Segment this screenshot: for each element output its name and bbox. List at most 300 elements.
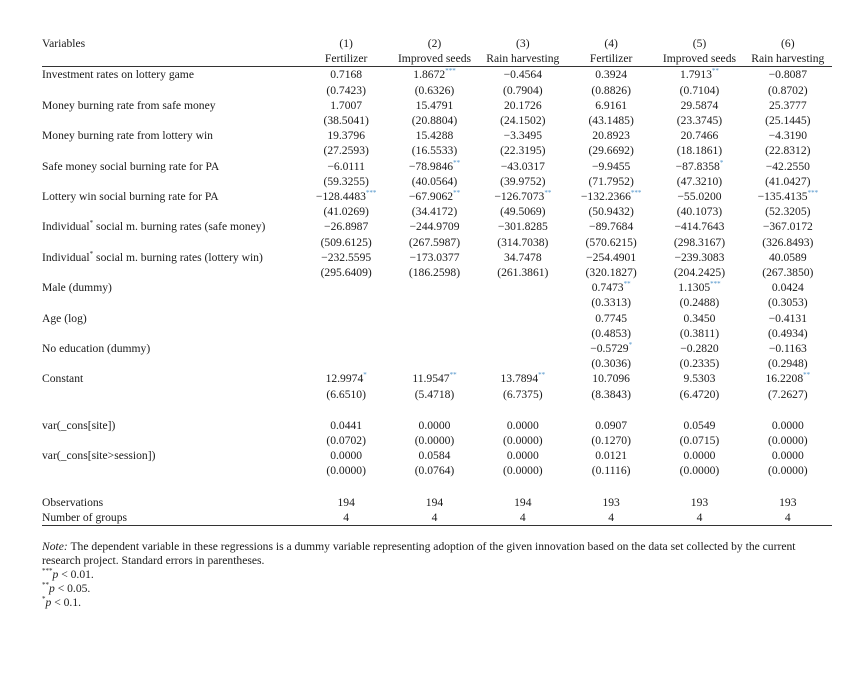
se-cell: (6.4720) — [679, 387, 720, 401]
separator-cell — [302, 479, 390, 495]
se-cell: (0.3313) — [591, 296, 631, 310]
coef-cell — [567, 371, 655, 386]
coef-row — [42, 418, 832, 433]
se-cell: (0.7904) — [503, 83, 543, 97]
se-row — [42, 83, 832, 98]
coef-value: −0.2820 — [680, 342, 719, 356]
coef-cell — [302, 189, 390, 204]
se-cell: (6.6510) — [326, 387, 366, 401]
coef-cell — [302, 418, 390, 433]
row-label-text: Investment rates on lottery game — [42, 68, 194, 82]
row-label-text: Money burning rate from lottery win — [42, 129, 213, 143]
significance-stars: * — [363, 371, 367, 380]
footnote-pvalue — [42, 596, 834, 610]
summary-row — [42, 510, 832, 526]
coef-cell — [567, 448, 655, 463]
se-row — [42, 174, 832, 189]
coef-value: 0.7473 — [591, 281, 624, 295]
row-label — [42, 280, 302, 295]
significance-stars: *** — [365, 189, 377, 198]
significance-stars: ** — [453, 158, 461, 167]
coef-cell — [479, 311, 567, 326]
coef-cell — [390, 128, 478, 143]
separator-cell — [390, 402, 478, 418]
separator-cell — [567, 479, 655, 495]
coef-row — [42, 98, 832, 113]
se-cell: (0.1116) — [591, 464, 631, 478]
row-label-blank — [42, 113, 302, 128]
coef-value: −26.8987 — [324, 220, 369, 234]
coef-cell — [390, 280, 478, 295]
note-prefix: Note: — [42, 540, 68, 553]
coef-cell — [302, 280, 390, 295]
coef-cell — [744, 250, 832, 265]
coef-cell — [655, 159, 743, 174]
se-row — [42, 356, 832, 371]
row-label-blank — [42, 295, 302, 310]
coef-value: −232.5595 — [321, 250, 372, 264]
separator-cell — [479, 402, 567, 418]
coef-value: −9.9455 — [591, 159, 631, 173]
coef-cell — [744, 371, 832, 386]
se-cell: (23.3745) — [676, 114, 723, 128]
coef-cell — [655, 371, 743, 386]
coef-cell — [302, 371, 390, 386]
coef-row — [42, 341, 832, 356]
significance-stars: *** — [807, 189, 819, 198]
separator-cell — [744, 479, 832, 495]
coef-value: 6.9161 — [595, 98, 628, 112]
coef-cell — [390, 67, 478, 83]
coef-value: 20.7466 — [680, 129, 719, 143]
se-cell: (0.0000) — [414, 434, 455, 448]
coef-cell — [302, 219, 390, 234]
coef-cell — [744, 280, 832, 295]
row-label — [42, 189, 302, 204]
separator-cell — [479, 479, 567, 495]
significance-stars: ** — [544, 189, 552, 198]
significance-stars: ** — [538, 371, 546, 380]
note-paragraph — [42, 540, 834, 568]
coef-row — [42, 159, 832, 174]
coef-value: 0.0000 — [330, 449, 363, 463]
header-numbers-row — [42, 36, 832, 51]
se-cell: (0.6326) — [414, 83, 455, 97]
col-number: (2) — [427, 37, 442, 50]
coef-cell — [567, 67, 655, 83]
footnote-text: < 0.01. — [58, 568, 94, 581]
se-cell: (314.7038) — [497, 235, 549, 249]
se-cell: (326.8493) — [762, 235, 814, 249]
se-cell: (320.1827) — [585, 266, 637, 280]
summary-cell: 194 — [514, 495, 532, 509]
se-cell: (59.3255) — [323, 174, 369, 188]
coef-cell — [302, 341, 390, 356]
row-label-blank — [42, 463, 302, 478]
coef-value: 0.0000 — [683, 449, 716, 463]
row-label — [42, 128, 302, 143]
coef-value: 0.0584 — [418, 449, 451, 463]
se-cell: (0.0715) — [679, 434, 720, 448]
footnote-p: p — [52, 568, 59, 581]
coef-cell — [479, 371, 567, 386]
row-label-blank — [42, 174, 302, 189]
summary-cell: 194 — [337, 495, 355, 509]
se-row — [42, 265, 832, 280]
coef-cell — [655, 128, 743, 143]
se-row — [42, 113, 832, 128]
coef-value: 0.0000 — [506, 418, 539, 432]
coef-value: 0.0907 — [595, 418, 628, 432]
coef-value: 12.9974 — [325, 372, 364, 386]
coef-value: −132.2366 — [580, 190, 631, 204]
row-label — [42, 67, 302, 83]
coef-cell — [479, 128, 567, 143]
footnote-text: < 0.1. — [51, 596, 82, 609]
coef-value: −128.4483 — [315, 190, 366, 204]
significance-stars: ** — [711, 67, 719, 76]
se-row — [42, 326, 832, 341]
variables-header: Variables — [42, 37, 86, 50]
coef-value: 0.0121 — [595, 449, 628, 463]
coef-value: 1.1305 — [678, 281, 711, 295]
row-label-text: Age (log) — [42, 311, 87, 325]
coef-value: −87.8358 — [675, 159, 720, 173]
row-label — [42, 341, 302, 356]
se-row — [42, 433, 832, 448]
row-label-rest: social m. burning rates (lottery win) — [93, 250, 263, 264]
footnote-mark: ** — [42, 581, 49, 590]
se-cell: (71.7952) — [588, 174, 634, 188]
se-cell — [479, 326, 567, 341]
se-cell: (0.7104) — [679, 83, 720, 97]
coef-cell — [655, 189, 743, 204]
se-cell: (267.5987) — [408, 235, 461, 249]
coef-value: 10.7096 — [592, 372, 630, 386]
coef-cell — [655, 280, 743, 295]
coef-cell — [390, 448, 478, 463]
significance-stars: * — [719, 158, 724, 167]
coef-cell — [744, 341, 832, 356]
se-cell: (0.8702) — [768, 83, 808, 97]
se-cell: (0.2948) — [768, 357, 808, 371]
coef-value: 9.5303 — [683, 372, 716, 386]
coef-cell — [567, 219, 655, 234]
footnote-pvalue — [42, 568, 834, 582]
coef-value: 16.2208 — [765, 372, 804, 386]
summary-cell: 4 — [390, 510, 478, 526]
coef-cell — [567, 98, 655, 113]
table-note — [42, 540, 834, 610]
se-cell: (0.0000) — [768, 434, 808, 448]
footnote-mark: * — [42, 595, 46, 604]
coef-value: 20.8923 — [592, 129, 630, 143]
coef-value: 15.4791 — [415, 98, 454, 112]
separator-row — [42, 479, 832, 495]
coef-cell — [655, 67, 743, 83]
coef-cell — [479, 418, 567, 433]
row-label-rest: social m. burning rates (safe money) — [93, 220, 266, 234]
label-mark: * — [89, 219, 94, 228]
row-label-text: var(_cons[site]) — [42, 418, 116, 432]
coef-cell — [390, 418, 478, 433]
significance-stars: ** — [449, 371, 457, 380]
row-label-blank — [42, 433, 302, 448]
coef-cell — [479, 448, 567, 463]
coef-cell — [655, 219, 743, 234]
coef-value: −254.4901 — [586, 250, 637, 264]
se-cell: (41.0427) — [765, 174, 811, 188]
col-number: (5) — [692, 37, 707, 50]
coef-value: −301.8285 — [497, 220, 548, 234]
row-label-blank — [42, 83, 302, 98]
note-text: The dependent variable in these regressions is a dummy variable representing adoption of the given innovation based on the data set collected by the current research project. Standard errors in parentheses. — [42, 540, 796, 567]
row-label-blank — [42, 326, 302, 341]
se-cell: (39.9752) — [500, 174, 546, 188]
se-cell: (24.1502) — [500, 114, 546, 128]
footnote-p: p — [49, 582, 55, 595]
coef-cell — [655, 448, 743, 463]
row-label — [42, 371, 302, 386]
coef-cell — [302, 448, 390, 463]
se-cell — [390, 326, 478, 341]
significance-stars: *** — [630, 189, 642, 198]
se-cell: (0.7423) — [326, 83, 366, 97]
coef-value: 0.0000 — [771, 449, 804, 463]
col-number: (6) — [781, 37, 795, 50]
se-cell: (43.1485) — [588, 114, 634, 128]
coef-value: −0.1163 — [768, 342, 807, 356]
se-cell: (22.8312) — [765, 144, 811, 158]
coef-cell — [567, 250, 655, 265]
se-cell: (0.4934) — [768, 326, 808, 340]
row-label-blank — [42, 356, 302, 371]
coef-value: −42.2550 — [765, 159, 810, 173]
regression-table — [42, 36, 832, 526]
summary-cell: 193 — [779, 495, 797, 509]
coef-cell — [655, 311, 743, 326]
coef-row — [42, 67, 832, 83]
separator-cell — [567, 402, 655, 418]
coef-value: 0.3924 — [595, 68, 628, 82]
coef-value: 11.9547 — [412, 372, 450, 386]
coef-cell — [744, 189, 832, 204]
coef-cell — [479, 280, 567, 295]
coef-cell — [655, 418, 743, 433]
coef-cell — [655, 341, 743, 356]
coef-value: −239.3083 — [674, 250, 725, 264]
significance-stars: * — [628, 341, 633, 350]
separator-cell — [42, 479, 302, 495]
row-label-text: Constant — [42, 372, 84, 386]
coef-cell — [479, 159, 567, 174]
coef-cell — [744, 448, 832, 463]
se-cell: (267.3850) — [762, 266, 814, 280]
row-label-blank — [42, 143, 302, 158]
coef-value: −55.0200 — [677, 190, 722, 204]
coef-cell — [567, 280, 655, 295]
row-label-text: Individual — [42, 250, 90, 264]
row-label-blank — [42, 235, 302, 250]
coef-value: −126.7073 — [494, 190, 545, 204]
coef-cell — [302, 311, 390, 326]
se-cell: (295.6409) — [320, 266, 372, 280]
row-label-text: var(_cons[site>session]) — [42, 449, 156, 463]
coef-cell — [479, 250, 567, 265]
col-name: Rain harvesting — [744, 51, 832, 67]
se-cell: (0.0000) — [503, 464, 543, 478]
row-label — [42, 219, 302, 234]
separator-cell — [655, 402, 743, 418]
row-label — [42, 418, 302, 433]
coef-value: 0.0441 — [330, 418, 363, 432]
row-label — [42, 311, 302, 326]
se-cell: (18.1861) — [676, 144, 723, 158]
se-cell: (298.3167) — [673, 235, 726, 249]
coef-cell — [567, 311, 655, 326]
coef-value: 0.0000 — [771, 418, 804, 432]
coef-cell — [655, 250, 743, 265]
significance-stars: *** — [445, 67, 456, 76]
coef-cell — [390, 219, 478, 234]
se-row — [42, 204, 832, 219]
coef-cell — [744, 67, 832, 83]
se-cell: (0.0000) — [326, 464, 366, 478]
se-cell: (570.6215) — [585, 235, 637, 249]
coef-cell — [390, 250, 478, 265]
coef-cell — [567, 159, 655, 174]
row-label-text: Money burning rate from safe money — [42, 98, 216, 112]
se-cell: (0.1270) — [591, 434, 631, 448]
se-cell — [390, 295, 478, 310]
coef-row — [42, 219, 832, 234]
coef-cell — [479, 219, 567, 234]
coef-row — [42, 280, 832, 295]
coef-value: −0.4564 — [503, 68, 543, 82]
coef-cell — [302, 128, 390, 143]
significance-stars: ** — [803, 371, 811, 380]
coef-cell — [744, 311, 832, 326]
coef-value: −4.3190 — [768, 129, 808, 143]
se-row — [42, 235, 832, 250]
coef-cell — [302, 159, 390, 174]
row-label-text: Safe money social burning rate for PA — [42, 159, 220, 173]
significance-stars: *** — [710, 280, 721, 289]
se-cell: (261.3861) — [497, 266, 549, 280]
se-cell: (186.2598) — [408, 266, 461, 280]
se-cell — [479, 295, 567, 310]
coef-cell — [390, 159, 478, 174]
se-cell: (22.3195) — [500, 144, 546, 158]
coef-row — [42, 128, 832, 143]
coef-cell — [302, 67, 390, 83]
col-name: Fertilizer — [302, 51, 390, 67]
coef-cell — [744, 159, 832, 174]
coef-row — [42, 448, 832, 463]
coef-row — [42, 189, 832, 204]
coef-cell — [655, 98, 743, 113]
coef-value: −0.5729 — [590, 342, 629, 356]
significance-stars: ** — [623, 280, 631, 289]
se-cell: (0.0000) — [503, 434, 543, 448]
se-cell: (27.2593) — [323, 144, 369, 158]
coef-cell — [567, 189, 655, 204]
coef-cell — [744, 128, 832, 143]
se-cell: (49.5069) — [500, 205, 546, 219]
row-label: Observations — [42, 495, 104, 509]
coef-value: −78.9846 — [408, 159, 454, 173]
separator-cell — [655, 479, 743, 495]
coef-value: −89.7684 — [589, 220, 634, 234]
se-cell: (52.3205) — [765, 205, 811, 219]
coef-cell — [390, 341, 478, 356]
row-label-blank — [42, 387, 302, 402]
coef-value: 0.3450 — [683, 311, 716, 325]
coef-value: 20.1726 — [503, 98, 542, 112]
col-name: Fertilizer — [567, 51, 655, 67]
se-cell: (509.6125) — [320, 235, 372, 249]
se-cell — [302, 356, 390, 371]
summary-cell: 4 — [655, 510, 743, 526]
coef-cell — [567, 341, 655, 356]
row-label-text: Individual — [42, 220, 90, 234]
coef-value: −173.0377 — [409, 250, 460, 264]
coef-value: 0.0549 — [683, 418, 716, 432]
coef-row — [42, 250, 832, 265]
se-cell: (7.2627) — [768, 387, 808, 401]
se-cell: (204.2425) — [673, 266, 726, 280]
se-cell: (50.9432) — [588, 205, 634, 219]
se-cell: (0.2335) — [679, 357, 720, 371]
coef-value: 0.0424 — [771, 281, 804, 295]
coef-value: 0.0000 — [506, 449, 539, 463]
coef-value: 0.0000 — [418, 418, 451, 432]
coef-value: 0.7168 — [330, 68, 363, 82]
coef-value: 40.0589 — [768, 250, 807, 264]
coef-value: 1.8672 — [413, 68, 446, 82]
coef-cell — [744, 219, 832, 234]
se-cell: (0.0702) — [326, 434, 366, 448]
footnote-pvalue — [42, 582, 834, 596]
coef-value: 13.7894 — [500, 372, 539, 386]
coef-value: −43.0317 — [500, 159, 545, 173]
coef-row — [42, 371, 832, 386]
summary-cell: 4 — [479, 510, 567, 526]
coef-cell — [479, 67, 567, 83]
row-label-text: Male (dummy) — [42, 281, 112, 295]
coef-cell — [744, 418, 832, 433]
coef-cell — [390, 98, 478, 113]
coef-cell — [567, 418, 655, 433]
summary-row — [42, 495, 832, 510]
row-label — [42, 98, 302, 113]
coef-cell — [302, 98, 390, 113]
row-label-text: No education (dummy) — [42, 342, 151, 356]
se-cell — [479, 356, 567, 371]
col-number: (3) — [516, 37, 530, 50]
coef-cell — [479, 341, 567, 356]
se-cell: (25.1445) — [765, 114, 811, 128]
coef-cell — [567, 128, 655, 143]
summary-cell: 193 — [690, 495, 709, 509]
col-name: Rain harvesting — [479, 51, 567, 67]
col-number: (4) — [604, 37, 618, 50]
coef-value: 15.4288 — [415, 129, 454, 143]
se-row — [42, 295, 832, 310]
col-name: Improved seeds — [390, 51, 478, 67]
se-cell: (40.0564) — [411, 174, 458, 188]
se-cell: (6.7375) — [503, 387, 543, 401]
